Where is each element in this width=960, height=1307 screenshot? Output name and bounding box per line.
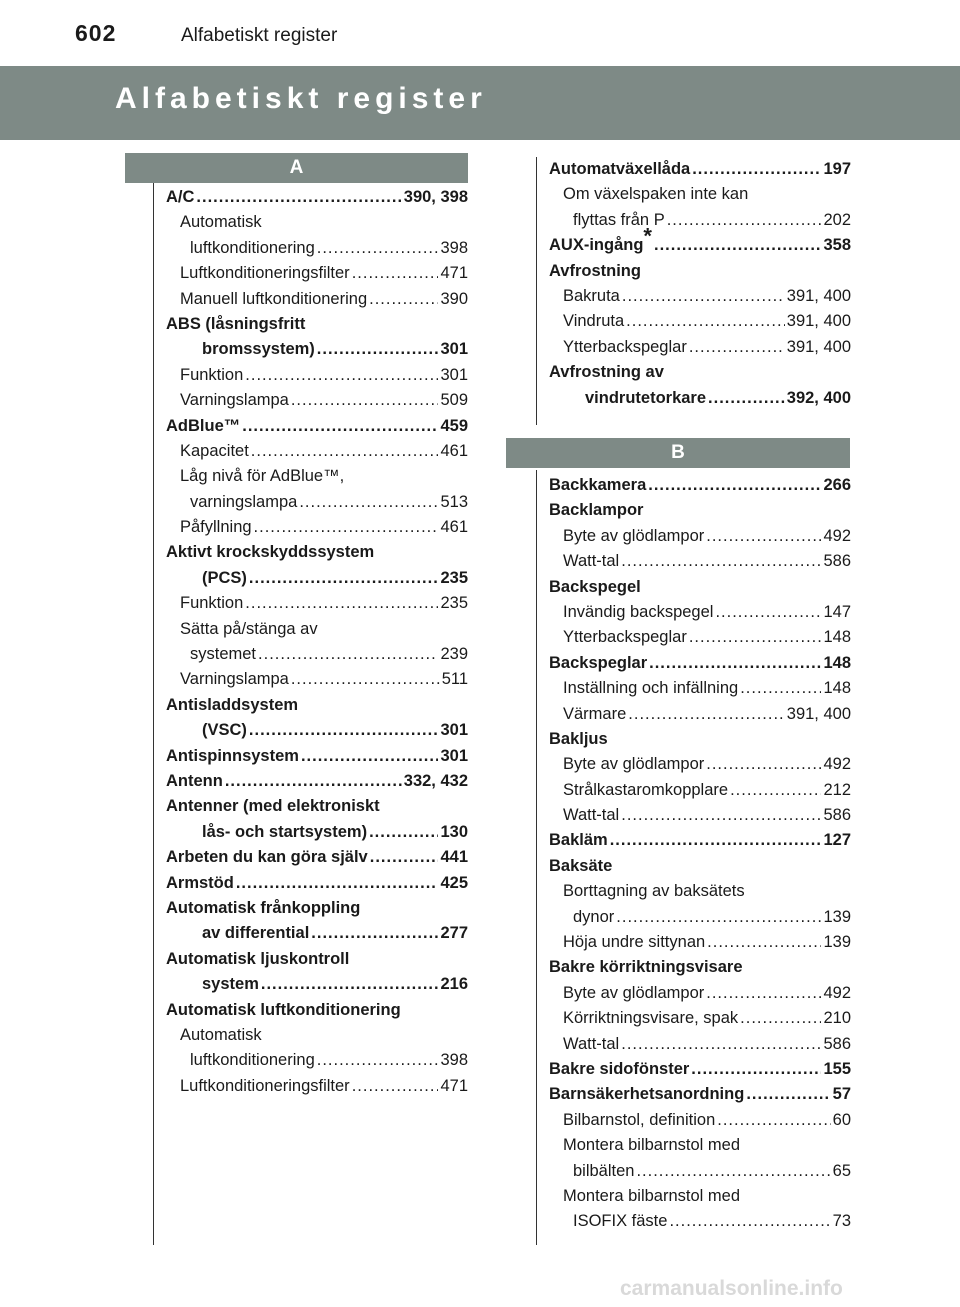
page-reference: 148 [823,653,851,672]
entry-term: Kapacitet [180,441,249,460]
dot-leader [245,363,438,388]
dot-leader [616,905,821,930]
dot-leader [730,778,821,803]
dot-leader [667,208,822,233]
entry-term: Luftkonditioneringsfilter [180,1076,350,1095]
entry-term: lås- och startsystem) [202,822,368,841]
dot-leader [628,702,784,727]
dot-leader [196,185,401,210]
index-entry [549,549,851,574]
index-entry [166,414,468,439]
page-reference: 277 [440,924,468,943]
dot-leader [706,981,821,1006]
dot-leader [621,803,821,828]
index-heading: Backspegel [549,577,641,596]
entry-term: av differential [202,924,310,943]
right-column-rule [536,157,537,425]
index-heading: Bakre körriktningsvisare [549,958,743,977]
index-entry [549,803,851,828]
page-reference: 391, 400 [786,312,851,331]
index-entry [166,642,468,667]
page-reference: 65 [832,1161,851,1180]
entry-term: Barnsäkerhetsanordning [549,1085,745,1104]
dot-leader [317,236,439,261]
index-entry [549,223,851,258]
page-reference: 471 [440,264,468,283]
page-reference: 60 [832,1110,851,1129]
index-entry [549,828,851,853]
page-reference: 148 [823,679,851,698]
dot-leader [689,335,785,360]
dot-leader [225,769,402,794]
entry-term: Invändig backspegel [563,602,714,621]
entry-term: systemet [190,645,257,664]
dot-leader [261,972,439,997]
index-entry [549,309,851,334]
entry-term: bromssystem) [202,340,315,359]
page-reference: 586 [823,1034,851,1053]
entry-term: Watt-tal [563,806,620,825]
index-entry [549,600,851,625]
page-reference: 513 [440,492,468,511]
index-heading: Borttagning av baksätets [563,882,745,901]
index-entry [549,905,851,930]
index-heading: Aktivt krockskyddssystem [166,543,375,562]
entry-term: Inställning och infällning [563,679,739,698]
index-heading: ABS (låsningsfritt [166,314,306,333]
index-entry [166,236,468,261]
index-entry [166,490,468,515]
dot-leader [689,625,822,650]
index-entry [166,566,468,591]
index-entry [166,718,468,743]
entry-term: Byte av glödlampor [563,755,705,774]
index-heading: Bakljus [549,729,608,748]
index-entry [549,778,851,803]
entry-term: Ytterbackspeglar [563,337,687,356]
dot-leader [317,1048,439,1073]
dot-leader [251,439,439,464]
index-column-left [166,185,468,1099]
section-header-a: A [125,153,468,183]
index-entry [549,473,851,498]
index-heading: Automatisk ljuskontroll [166,949,350,968]
entry-term: Höja undre sittynan [563,933,706,952]
index-entry [166,337,468,362]
dot-leader [621,1032,821,1057]
entry-term: Varningslampa [180,670,289,689]
dot-leader [740,676,821,701]
page-reference: 235 [440,594,468,613]
entry-term: Watt-tal [563,552,620,571]
page-reference: 390, 398 [403,187,468,206]
entry-term: Backspeglar [549,653,648,672]
index-entry [166,820,468,845]
index-heading: Sätta på/stänga av [180,619,318,638]
page-reference: 461 [440,441,468,460]
dot-leader [691,1057,821,1082]
page-reference: 148 [823,628,851,647]
page-reference: 301 [440,365,468,384]
dot-leader [610,828,822,853]
entry-term: Antispinnsystem [166,746,299,765]
page-reference: 390 [440,289,468,308]
entry-term: varningslampa [190,492,298,511]
page-reference: 301 [440,721,468,740]
page-reference: 586 [823,806,851,825]
entry-term: Påfyllning [180,518,252,537]
dot-leader [715,600,821,625]
entry-term: system [202,975,259,994]
index-entry [166,871,468,896]
dot-leader [317,337,439,362]
entry-term: Ytterbackspeglar [563,628,687,647]
dot-leader [299,490,438,515]
dot-leader [352,261,439,286]
running-title: Alfabetiskt register [181,25,338,46]
page-reference: 398 [440,1051,468,1070]
running-header [0,0,960,62]
index-entry [166,185,468,210]
dot-leader [370,845,439,870]
entry-term: ISOFIX fäste [573,1212,668,1231]
index-entry [166,1048,468,1073]
left-column-rule [153,183,154,1245]
page-reference: 301 [440,746,468,765]
dot-leader [654,233,821,258]
index-entry [166,439,468,464]
entry-term: luftkonditionering [190,1051,315,1070]
index-entry [549,702,851,727]
page-reference: 392, 400 [786,388,851,407]
dot-leader [717,1108,830,1133]
entry-term: Bakläm [549,831,608,850]
index-entry [549,930,851,955]
index-heading: Automatisk [180,213,262,232]
entry-term: Varningslampa [180,391,289,410]
index-entry [166,667,468,692]
entry-term: Backkamera [549,475,647,494]
index-entry [549,981,851,1006]
index-entry [166,1074,468,1099]
page-reference: 391, 400 [786,337,851,356]
index-heading: Antenner (med elektroniskt [166,797,380,816]
index-entry [166,388,468,413]
index-entry [166,363,468,388]
index-heading: Automatisk [180,1025,262,1044]
page-reference: 239 [440,645,468,664]
page-reference: 139 [823,933,851,952]
dot-leader [622,284,785,309]
entry-term: vindrutetorkare [585,388,707,407]
entry-term: Strålkastaromkopplare [563,780,729,799]
index-heading: Avfrostning av [549,363,664,382]
page-reference: 441 [440,848,468,867]
dot-leader [291,667,440,692]
entry-term: luftkonditionering [190,238,315,257]
dot-leader [707,930,821,955]
index-entry [549,1032,851,1057]
index-heading: Baksäte [549,856,613,875]
entry-term: Luftkonditioneringsfilter [180,264,350,283]
entry-term: flyttas från P [573,210,665,229]
dot-leader [301,744,439,769]
entry-term: Vindruta [563,312,625,331]
dot-leader [369,820,438,845]
page-number: 602 [75,20,117,46]
right-column-rule-b [536,470,537,1245]
entry-term: Byte av glödlampor [563,526,705,545]
dot-leader [258,642,438,667]
index-entry [549,386,851,411]
index-heading: Montera bilbarnstol med [563,1136,741,1155]
index-entry [166,921,468,946]
entry-term: Bakruta [563,286,620,305]
entry-term: Byte av glödlampor [563,983,705,1002]
entry-term: Automatväxellåda [549,159,691,178]
index-entry [549,1209,851,1234]
entry-term: AdBlue™ [166,416,241,435]
page-reference: 216 [440,975,468,994]
section-header-b: B [506,438,850,468]
dot-leader [648,473,821,498]
page-reference: 492 [823,983,851,1002]
index-entry [166,591,468,616]
index-heading: Antisladdsystem [166,695,299,714]
index-column-right-b [549,473,851,1235]
page-reference: 425 [440,873,468,892]
index-heading: Automatisk frånkoppling [166,898,361,917]
page-reference: 57 [832,1085,851,1104]
dot-leader [626,309,785,334]
entry-term: Antenn [166,771,223,790]
watermark: carmanualsonline.info [620,1277,843,1300]
dot-leader [236,871,439,896]
dot-leader [254,515,439,540]
page-reference: 511 [441,670,468,689]
page-reference: 391, 400 [786,704,851,723]
index-heading: Montera bilbarnstol med [563,1186,741,1205]
page-reference: 461 [440,518,468,537]
entry-term: (VSC) [202,721,247,740]
dot-leader [291,388,439,413]
page-reference: 197 [823,159,851,178]
page-reference: 139 [823,907,851,926]
entry-term: Armstöd [166,873,234,892]
dot-leader [746,1082,830,1107]
page-reference: 398 [440,238,468,257]
page-reference: 73 [832,1212,851,1231]
page-reference: 492 [823,755,851,774]
page-reference: 235 [440,568,468,587]
index-entry [166,845,468,870]
page-title: Alfabetiskt register [115,82,487,115]
page-reference: 147 [823,602,851,621]
page-reference: 127 [823,831,851,850]
index-entry [166,744,468,769]
index-entry [166,769,468,794]
index-entry [166,287,468,312]
entry-term: bilbälten [573,1161,635,1180]
index-entry [549,524,851,549]
page-reference: 266 [823,475,851,494]
entry-term: Bakre sidofönster [549,1059,690,1078]
dot-leader [649,651,821,676]
page-reference: 202 [823,210,851,229]
dot-leader [621,549,821,574]
dot-leader [740,1006,821,1031]
index-heading: Låg nivå för AdBlue™, [180,467,345,486]
footnote-marker: * [643,223,652,249]
index-heading: Automatisk luftkonditionering [166,1000,401,1019]
entry-term: Funktion [180,594,244,613]
index-entry [549,752,851,777]
index-entry [166,261,468,286]
index-entry [549,676,851,701]
index-entry [166,972,468,997]
dot-leader [669,1209,830,1234]
entry-term: Arbeten du kan göra själv [166,848,368,867]
dot-leader [311,921,438,946]
index-entry [549,1082,851,1107]
index-entry [166,515,468,540]
entry-term: Funktion [180,365,244,384]
index-entry [549,651,851,676]
page-reference: 492 [823,526,851,545]
page-reference: 358 [823,236,851,255]
dot-leader [242,414,438,439]
entry-term: AUX-ingång* [549,223,652,255]
dot-leader [636,1159,830,1184]
page-reference: 471 [440,1076,468,1095]
index-entry [549,1159,851,1184]
index-entry [549,1057,851,1082]
index-heading: Om växelspaken inte kan [563,185,749,204]
entry-term: A/C [166,187,195,206]
index-heading: Backlampor [549,501,644,520]
index-entry [549,335,851,360]
dot-leader [708,386,785,411]
entry-term: Manuell luftkonditionering [180,289,368,308]
index-heading: Avfrostning [549,261,641,280]
page-reference: 332, 432 [403,771,468,790]
index-entry [549,208,851,233]
dot-leader [249,566,439,591]
index-entry [549,1006,851,1031]
dot-leader [352,1074,439,1099]
dot-leader [706,524,821,549]
page-reference: 391, 400 [786,286,851,305]
page-reference: 130 [440,822,468,841]
page-reference: 459 [440,416,468,435]
entry-term: Värmare [563,704,627,723]
page-reference: 586 [823,552,851,571]
page-reference: 155 [823,1059,851,1078]
dot-leader [369,287,438,312]
page-reference: 509 [440,391,468,410]
dot-leader [692,157,821,182]
entry-term: Watt-tal [563,1034,620,1053]
index-entry [549,157,851,182]
page-reference: 301 [440,340,468,359]
page-reference: 212 [823,780,851,799]
index-column-right-a [549,157,851,411]
entry-term: Körriktningsvisare, spak [563,1009,739,1028]
entry-term: dynor [573,907,615,926]
entry-term: Bilbarnstol, definition [563,1110,716,1129]
entry-term: (PCS) [202,568,247,587]
dot-leader [249,718,439,743]
dot-leader [706,752,821,777]
index-entry [549,1108,851,1133]
index-entry [549,625,851,650]
index-entry [549,284,851,309]
dot-leader [245,591,438,616]
page-reference: 210 [823,1009,851,1028]
